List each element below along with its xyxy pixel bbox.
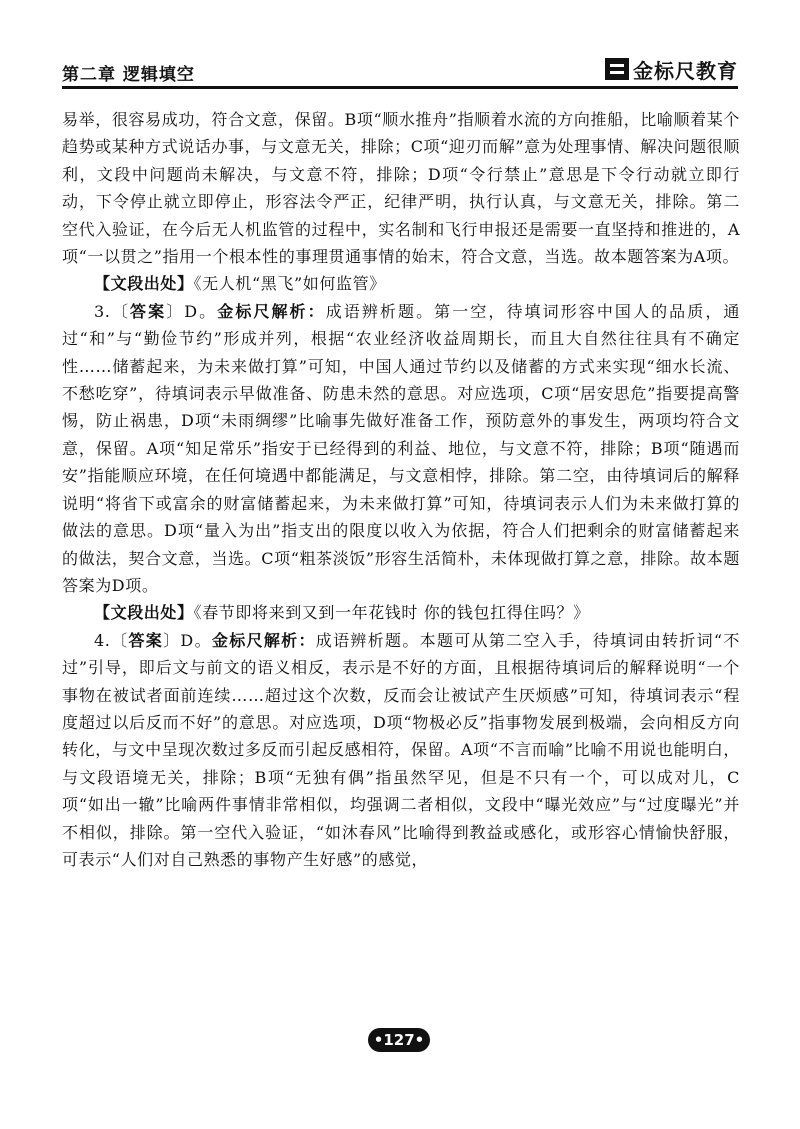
brand-name: 金标尺教育 [633, 58, 738, 83]
header-rule [62, 86, 738, 89]
source-title: 《春节即将来到又到一年花钱时 你的钱包扛得住吗？》 [193, 603, 590, 623]
answer-label: 答案 [130, 301, 167, 321]
analysis-label: 金标尺解析： [217, 301, 326, 321]
page-number: •127• [368, 1028, 430, 1052]
brand-logo [605, 56, 738, 82]
chapter-title: 第二章 逻辑填空 [62, 65, 195, 85]
analysis-label: 金标尺解析： [211, 630, 316, 650]
question-number: 4.〔 [94, 630, 129, 650]
paragraph-continuation: 易举，很容易成功，符合文意，保留。B项“顺水推舟”指顺着水流的方向推船，比喻顺着某个趋势或某种方式说话办事，与文意无关，排除；C项“迎刃而解”意为处理事情、解决问题很顺利，文段中问题尚未解决，与文意不符，排除；D项“令行禁止”意思是下令行动就立即行动，下令停止就立即停止，形容法令严正，纪律严明，执行认真，与文意无关，排除。第二空代入验证，在今后无人机监管的过程中，实名制和飞行申报还是需要一直坚持和推进的，A项“一以贯之”指用一个根本性的事理贯通事情的始末，符合文意，当选。故本题答案为A项。 [62, 110, 740, 267]
source-label: 【文段出处】 [94, 603, 194, 623]
question-number: 3.〔 [94, 301, 131, 321]
page-header [62, 56, 738, 90]
page-body [62, 106, 740, 873]
source-note-2 [62, 599, 740, 626]
answer-value: 〕D。 [163, 630, 212, 650]
answer-3 [62, 298, 740, 599]
analysis-text: 成语辨析题。本题可从第二空入手，待填词由转折词“不过”引导，即后文与前文的语义相反，表示是不好的方面，且根据待填词后的解释说明“一个事物在被试者面前连续……超过这个次数，反而会让被试产生厌烦感”可知，待填词表示“程度超过以后反而不好”的意思。对应选项，D项“物极必反”指事物发展到极端，会向相反方向转化，与文中呈现次数过多反而引起反感相符，保留。A项“不言而喻”比喻不用说也能明白，与文段语境无关，排除；B项“无独有偶”指虽然罕见，但是不只有一个，可以成对儿，C项“如出一辙”比喻两件事情非常相似，均强调二者相似，文段中“曝光效应”与“过度曝光”并不相似，排除。第一空代入验证，“如沐春风”比喻得到教益或感化，或形容心情愉快舒服，可表示“人们对自己熟悉的事物产生好感”的感觉， [62, 630, 740, 869]
source-note-1 [62, 270, 740, 297]
brand-logo-icon [605, 58, 629, 80]
answer-label: 答案 [128, 630, 164, 650]
answer-value: 〕D。 [166, 301, 218, 321]
answer-4 [62, 627, 740, 874]
analysis-text: 成语辨析题。第一空，待填词形容中国人的品质，通过“和”与“勤俭节约”形成并列，根据“农业经济收益周期长，而且大自然往往具有不确定性……储蓄起来，为未来做打算”可知，中国人通过节约以及储蓄的方式来实现“细水长流、不愁吃穿”，待填词表示早做准备、防患未然的意思。对应选项，C项“居安思危”指要提高警惕，防止祸患，D项“未雨绸缪”比喻事先做好准备工作，预防意外的事发生，两项均符合文意，保留。A项“知足常乐”指安于已经得到的利益、地位，与文意不符，排除；B项“随遇而安”指能顺应环境，在任何境遇中都能满足，与文意相悖，排除。第二空，由待填词后的解释说明“将省下或富余的财富储蓄起来，为未来做打算”可知，待填词表示人们为未来做打算的做法的意思。D项“量入为出”指支出的限度以收入为依据，符合人们把剩余的财富储蓄起来的做法，契合文意，当选。C项“粗茶淡饭”形容生活简朴，未体现做打算之意，排除。故本题答案为D项。 [62, 301, 740, 595]
source-label: 【文段出处】 [94, 274, 194, 294]
source-title: 《无人机“黑飞”如何监管》 [193, 274, 386, 294]
